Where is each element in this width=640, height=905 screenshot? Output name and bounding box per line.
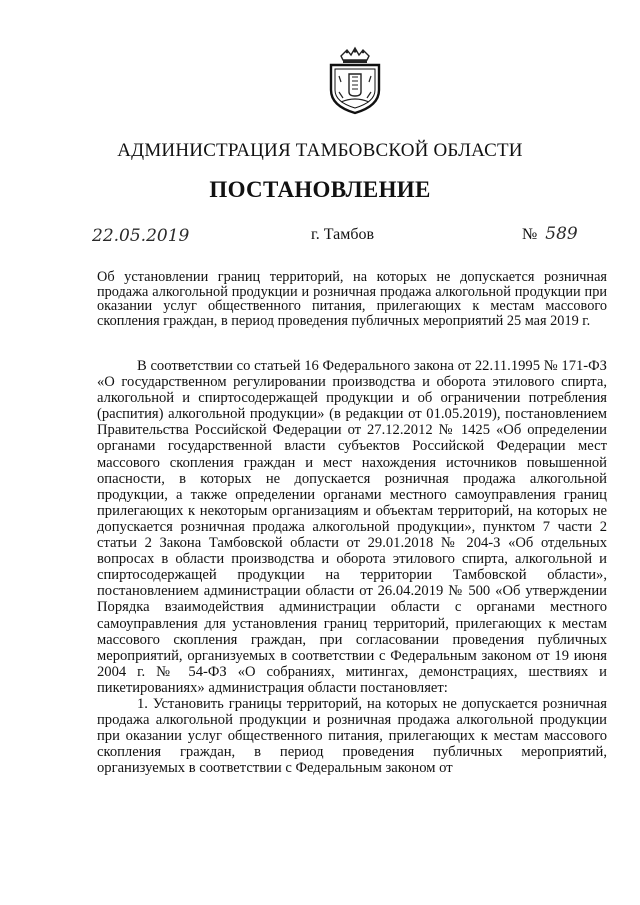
document-city: г. Тамбов	[311, 226, 375, 243]
body-paragraph: В соответствии со статьей 16 Федерального закона от 22.11.1995 № 171-ФЗ «О государственном регулировании производства и оборота этилового спирта, алкогольной и спиртосодержащей продукции и об ограничении потребления (распития) алкогольной продукции» (в редакции от 01.05.2019), постановлением Правительства Российской Федерации от 27.12.2012 № 1425 «Об определении органами государственной власти субъектов Российской Федерации мест массового скопления граждан и мест нахождения источников повышенной опасности, в которых не допускается розничная продажа алкогольной продукции, а также определении органами местного самоуправления границ прилегающих к некоторым организациям и объектам территорий, на которых не допускается розничная продажа алкогольной продукции», пунктом 7 части 2 статьи 2 Закона Тамбовской области от 29.01.2018 № 204-З «Об отдельных вопросах в области производства и оборота этилового спирта, алкогольной и спиртосодержащей продукции на территории Тамбовской области», постановлением администрации области от 26.04.2019 № 500 «Об утверждении Порядка взаимодействия администрации области с органами местного самоуправления для установления границ территорий, прилегающих к местам массового скопления граждан, при согласовании проведения публичных мероприятий, организуемых в соответствии с Федеральным законом от 19 июня 2004 г. № 54-ФЗ «О собраниях, митингах, демонстрациях, шествиях и пикетированиях» администрация области постановляет:	[97, 358, 607, 696]
number-value: 589	[545, 224, 578, 244]
document-body	[97, 358, 607, 776]
body-paragraph: 1. Установить границы территорий, на которых не допускается розничная продажа алкогольной продукции и розничная продажа алкогольной продукции при оказании услуг общественного питания, прилегающих к местам массового скопления граждан, в период проведения публичных мероприятий, организуемых в соответствии с Федеральным законом от	[97, 695, 607, 777]
document-date: 22.05.2019	[92, 226, 190, 246]
organization-name: АДМИНИСТРАЦИЯ ТАМБОВСКОЙ ОБЛАСТИ	[117, 140, 523, 161]
coat-of-arms-icon	[327, 46, 383, 116]
document-subject: Об установлении границ территорий, на которых не допускается розничная продажа алкогольной продукции и розничная продажа алкогольной продукции при оказании услуг общественного питания, прилегающих к местам массового скопления граждан, в период проведения публичных мероприятий 25 мая 2019 г.	[97, 269, 607, 329]
number-prefix: №	[522, 226, 538, 243]
document-type-title: ПОСТАНОВЛЕНИЕ	[209, 177, 431, 202]
document-number	[522, 224, 578, 244]
